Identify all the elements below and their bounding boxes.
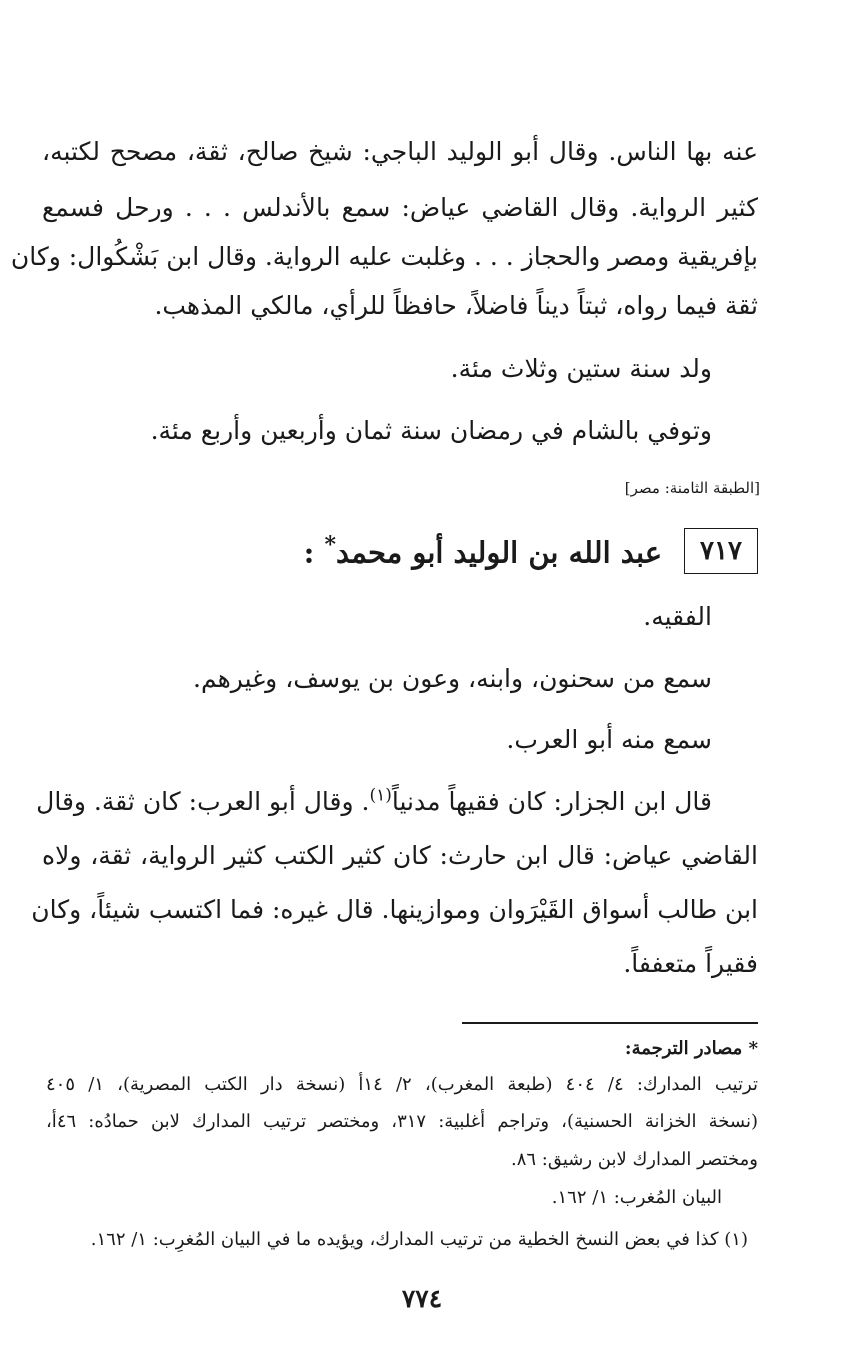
body-line: ثقة فيما رواه، ثبتاً ديناً فاضلاً، حافظاً للرأي، مالكي المذهب.	[154, 291, 758, 320]
entry-heading	[304, 523, 758, 579]
entry-source-marker: *	[324, 532, 337, 559]
quote-text-a: قال ابن الجزار: كان فقيهاً مدنياً	[391, 787, 712, 816]
death-line: وتوفي بالشام في رمضان سنة ثمان وأربعين وأربع مئة.	[150, 416, 712, 445]
body-line	[36, 782, 758, 822]
body-line: عنه بها الناس. وقال أبو الوليد الباجي: شيخ صالح، ثقة، مصحح لكتبه،	[42, 137, 758, 166]
body-line: بإفريقية ومصر والحجاز . . . وغلبت عليه الرواية. وقال ابن بَشْكُوال: وكان	[10, 242, 758, 271]
students-line: سمع منه أبو العرب.	[506, 725, 712, 754]
footnote-line: ومختصر المدارك لابن رشيق: ٨٦.	[510, 1149, 758, 1170]
entry-number-box: ٧١٧	[684, 528, 758, 574]
page-number: ٧٧٤	[401, 1284, 443, 1313]
epithet-line: الفقيه.	[643, 602, 712, 631]
body-line: القاضي عياض: قال ابن حارث: كان كثير الكتب كثير الرواية، ثقة، ولاه	[42, 841, 758, 870]
quote-text-b: . وقال أبو العرب: كان ثقة. وقال	[36, 787, 370, 816]
footnote-ref: (١)	[369, 785, 392, 806]
entry-colon: :	[303, 535, 315, 570]
footnote-rule	[462, 1022, 758, 1024]
entry-title	[304, 532, 662, 570]
footnote-note: (١) كذا في بعض النسخ الخطية من ترتيب المدارك، ويؤيده ما في البيان المُغرِب: ١/ ١٦٢.	[90, 1229, 748, 1250]
body-line: كثير الرواية. وقال القاضي عياض: سمع بالأندلس . . . ورحل فسمع	[42, 193, 758, 222]
birth-line: ولد سنة ستين وثلاث مئة.	[450, 354, 712, 383]
footnote-line: (نسخة الخزانة الحسنية)، وتراجم أغلبية: ٣١٧، ومختصر ترتيب المدارك لابن حمادُه: ٤٦أ،	[46, 1111, 758, 1132]
body-line: فقيراً متعففاً.	[623, 949, 758, 978]
entry-name: عبد الله بن الوليد أبو محمد	[336, 535, 662, 570]
teachers-line: سمع من سحنون، وابنه، وعون بن يوسف، وغيرهم.	[193, 664, 712, 693]
footnote-heading: * مصادر الترجمة:	[624, 1038, 758, 1059]
body-line: ابن طالب أسواق القَيْرَوان وموازينها. قال غيره: فما اكتسب شيئاً، وكان	[31, 895, 758, 924]
footnote-line: ترتيب المدارك: ٤/ ٤٠٤ (طبعة المغرب)، ٢/ ١٤أ (نسخة دار الكتب المصرية)، ١/ ٤٠٥	[46, 1074, 758, 1095]
footnote-line: البيان المُغرب: ١/ ١٦٢.	[551, 1187, 722, 1208]
section-tag: [الطبقة الثامنة: مصر]	[624, 479, 760, 497]
